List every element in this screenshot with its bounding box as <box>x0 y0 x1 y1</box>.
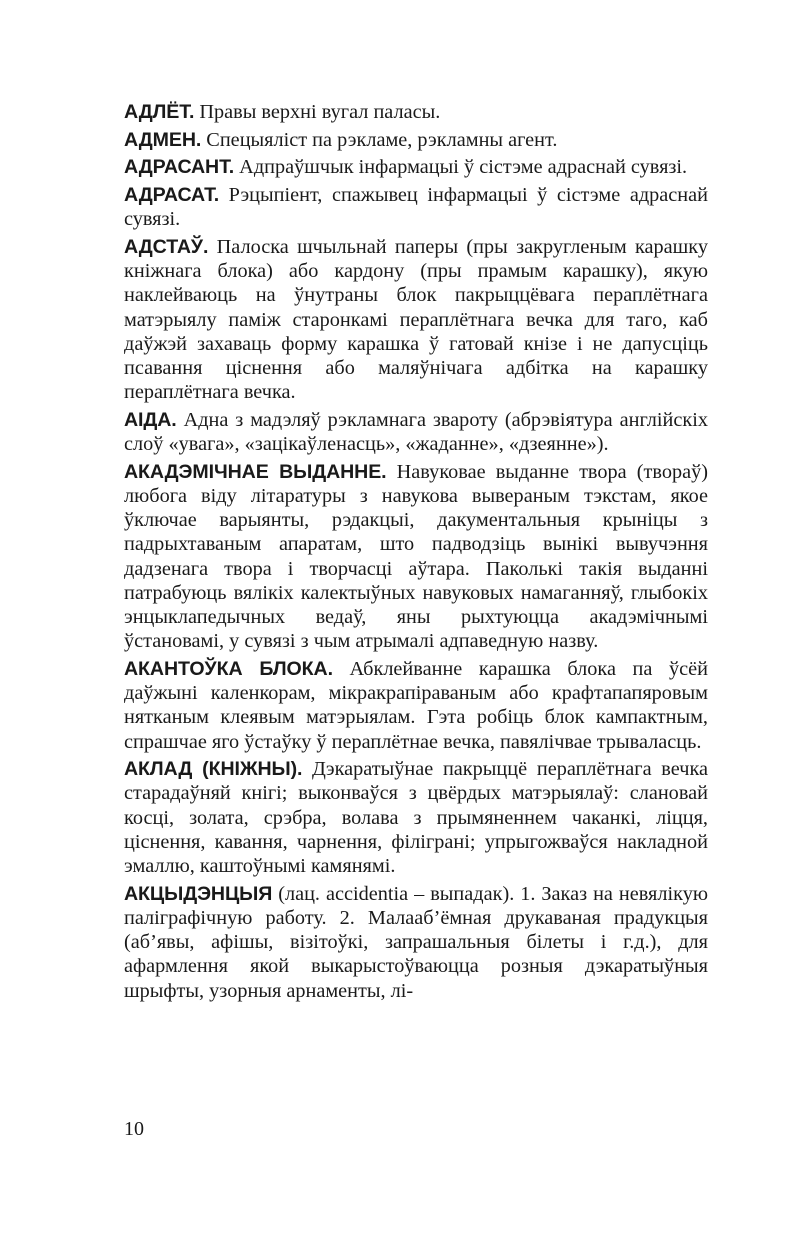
entry-term: АДРАСАНТ. <box>124 156 235 179</box>
entry-term: АДМЕН. <box>124 128 202 151</box>
entry-definition: (лац. accidentia – выпадак). 1. Заказ на невялікую паліграфічную работу. 2. Малааб’ёмная друкаваная прадукцыя (аб’явы, афішы, візітоўкі, запрашальныя білеты і г.д.), для афармлення якой выкарыстоўваюцца розныя дэкаратыўныя шрыфты, узорныя арнаменты, лі- <box>124 882 708 1002</box>
entry-term: АДСТАЎ. <box>124 236 209 259</box>
entry-definition: Навуковае выданне твора (твораў) любога віду літаратуры з навукова выверaным тэкстам, якое ўключае варыянты, рэдакцыі, дакументальныя крыніцы з падрыхтаваным апаратам, што падводзіць вынікі вывучэння дадзенага твора і творчасці аўтара. Паколькі такія выданні патрабуюць вялікіх калектыўных навуковых намаганняў, глыбокіх энцыклапедычных ведаў, яны рыхтуюцца акадэмічнымі ўстановамі, у сувязі з чым атрымалі адпаведную назву. <box>124 460 708 653</box>
entry-definition: Адна з мадэляў рэкламнага звароту (абрэвіятура англійскіх слоў «увага», «зацікаўленасць», «жаданне», «дзеянне»). <box>124 408 708 456</box>
entry-definition: Палоска шчыльнай паперы (пры закругленым карашку кніжнага блока) або кардону (пры прамым карашку), якую наклейваюць на ўнутраны блок пакрыццёвага пераплётнага матэрыялу паміж старонкамі пераплётнага вечка для таго, каб даўжэй захаваць форму карашка ў гатовай кнізе і не дапусціць псавання ціснення або маляўнічага адбітка на карашку пераплётнага вечка. <box>124 236 708 404</box>
entry-term: АКАНТОЎКА БЛОКА. <box>124 657 333 680</box>
entry-adlyot <box>124 100 708 124</box>
entry-definition: Спецыяліст па рэкламе, рэкламны агент. <box>201 128 558 151</box>
entry-term: АДРАСАТ. <box>124 184 220 207</box>
entry-adrasant <box>124 155 708 179</box>
entry-definition: Абклейванне карашка блока па ўсёй даўжыні каленкорам, мікракрапіраваным або крафтапапяровым нятканым клеявым матэрыялам. Гэта робіць блок кампактным, спрашчае яго ўстаўку ў пераплётнае вечка, павялічвае трываласць. <box>124 657 708 753</box>
entry-term: АКАДЭМІЧНАЕ ВЫДАННЕ. <box>124 460 387 483</box>
entry-term: АДЛЁТ. <box>124 101 195 123</box>
entry-aklad <box>124 757 708 878</box>
entry-term: АІДА. <box>124 408 177 431</box>
entry-definition: Правы верхні вугал паласы. <box>194 101 441 123</box>
entry-akademichnae-vydanne <box>124 460 708 654</box>
dictionary-page <box>124 100 708 1006</box>
entry-definition: Дэкаратыўнае пакрыццё пераплётнага вечка старадаўняй кнігі; выконваўся з цвёрдых матэрыялаў: слановай косці, золата, срэбра, волава з прымяненнем чаканкі, ліцця, ціснення, кавання, чарнення, філіграні; упрыгожваўся накладной эмаллю, каштоўнымі камянямі. <box>124 758 708 878</box>
entry-definition: Рэцыпіент, спажывец інфармацыі ў сістэме адраснай сувязі. <box>124 184 708 231</box>
entry-adrasat <box>124 183 708 231</box>
entry-term: АКЦЫДЭНЦЫЯ <box>124 882 273 905</box>
entry-term: АКЛАД (КНІЖНЫ). <box>124 758 303 781</box>
entry-admen <box>124 128 708 152</box>
entry-aktsydentsyya <box>124 882 708 1003</box>
page-number: 10 <box>124 1118 144 1140</box>
entry-adstau <box>124 235 708 404</box>
entry-definition: Адпраўшчык інфармацыі ў сістэме адраснай сувязі. <box>234 156 688 179</box>
entry-aida <box>124 408 708 456</box>
entry-akantouka-bloka <box>124 657 708 754</box>
